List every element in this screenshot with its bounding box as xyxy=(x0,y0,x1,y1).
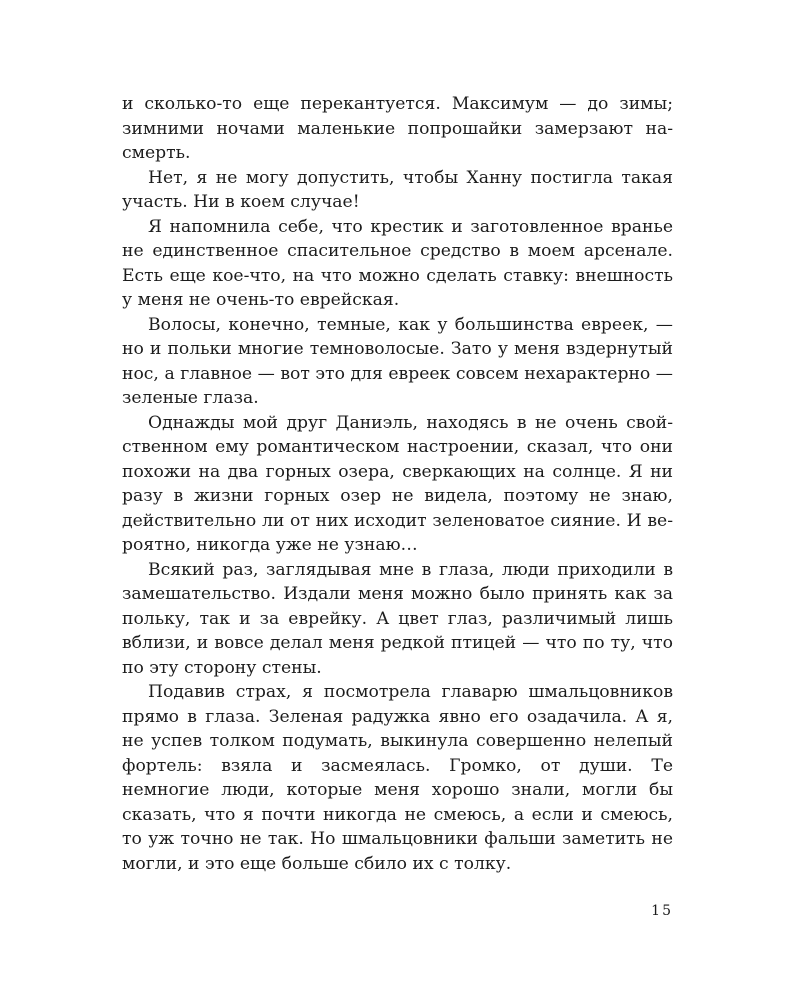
paragraph-1: и сколько-то еще перекантуется. Максимум — до зимы; зимними ночами маленькие попрошайки замерзают насмерть. xyxy=(122,94,673,163)
paragraph-4: Волосы, конечно, темные, как у большинства евреек, — но и польки многие темноволосые. Зато у меня вздернутый нос, а главное — вот это для евреек совсем нехарактерно — зеленые глаза. xyxy=(122,314,673,408)
paragraph-7: Подавив страх, я посмотрела главарю шмальцовников прямо в глаза. Зеленая радужка явно его озадачила. А я, не успев толком подумать, выкинула совершенно нелепый фортель: взяла и засмеялась. Громко, от души. Те немногие люди, которые меня хорошо знали, могли бы сказать, что я почти никогда не смеюсь, а если и смеюсь, то уж точно не так. Но шмальцовники фальши заметить не могли, и это еще больше сбило их с толку. xyxy=(122,682,673,874)
paragraph-3: Я напомнила себе, что крестик и заготовленное вранье не единственное спасительное средство в моем арсенале. Есть еще кое-что, на что можно сделать ставку: внешность у меня не очень-то еврейская. xyxy=(122,216,673,310)
paragraph-2: Нет, я не могу допустить, чтобы Ханну постигла такая участь. Ни в коем случае! xyxy=(122,167,673,212)
page-body xyxy=(122,92,673,876)
paragraph-6: Всякий раз, заглядывая мне в глаза, люди приходили в замешательство. Издали меня можно было принять как за польку, так и за еврейку. А цвет глаз, различимый лишь вблизи, и вовсе делал меня редкой птицей — что по ту, что по эту сторону стены. xyxy=(122,559,673,678)
page-number: 15 xyxy=(651,903,673,919)
paragraph-5: Однажды мой друг Даниэль, находясь в не очень свойственном ему романтическом настроении, сказал, что они похожи на два горных озера, сверкающих на солнце. Я ни разу в жизни горных озер не видела, поэтому не знаю, действительно ли от них исходит зеленоватое сияние. И вероятно, никогда уже не узнаю… xyxy=(122,412,673,555)
